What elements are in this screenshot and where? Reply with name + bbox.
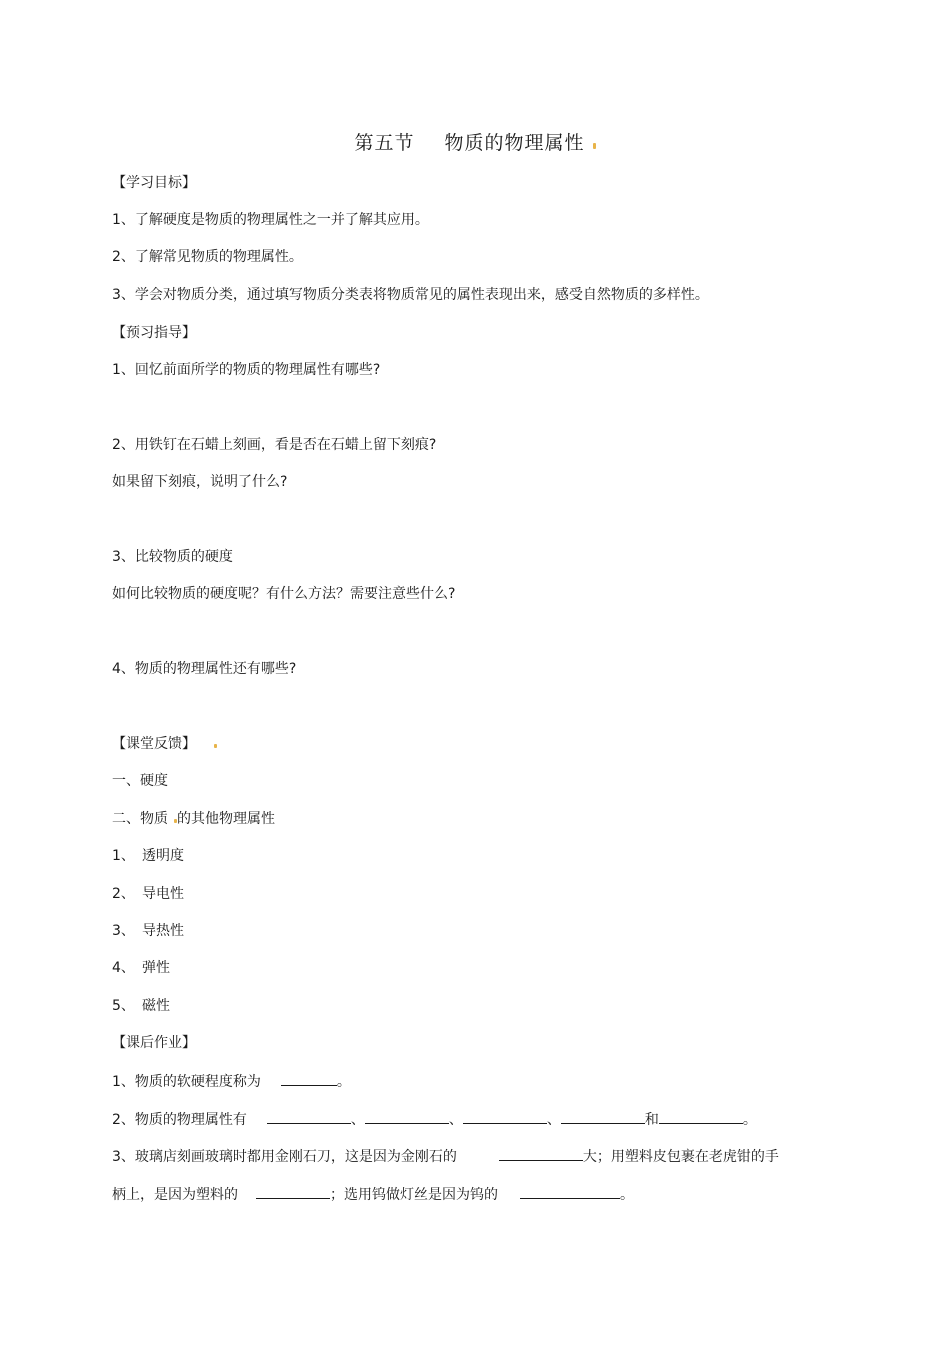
preview-question-2: 2、用铁钉在石蜡上刻画，看是否在石蜡上留下刻痕? — [112, 437, 437, 453]
property-item — [112, 958, 170, 978]
page-title — [0, 128, 950, 155]
title-topic: 物质的物理属性 — [444, 132, 585, 154]
property-name: 透明度 — [142, 848, 184, 864]
property-item — [112, 996, 170, 1016]
answer-blank[interactable] — [267, 1109, 351, 1124]
homework-q1-end: 。 — [336, 1074, 351, 1090]
stray-mark — [214, 744, 217, 748]
answer-blank[interactable] — [365, 1109, 449, 1124]
homework-question-3 — [112, 1146, 779, 1167]
homework-q2-end: 。 — [742, 1112, 757, 1128]
homework-q3-text-d: ；选用钨做灯丝是因为钨的 — [330, 1187, 498, 1203]
separator: 、 — [350, 1112, 365, 1128]
property-item — [112, 846, 184, 866]
preview-question-2-followup: 如果留下刻痕，说明了什么? — [112, 474, 288, 490]
stray-mark — [593, 143, 596, 149]
property-name: 弹性 — [142, 960, 170, 976]
classroom-heading — [112, 734, 217, 754]
property-item — [112, 921, 184, 941]
answer-blank[interactable] — [463, 1109, 547, 1124]
answer-blank[interactable] — [256, 1184, 330, 1199]
homework-q3-end: 。 — [620, 1187, 634, 1203]
title-section: 第五节 — [354, 132, 415, 154]
separator: 、 — [448, 1112, 463, 1128]
preview-question-1: 1、回忆前面所学的物质的物理属性有哪些? — [112, 362, 381, 378]
objectives-heading: 【学习目标】 — [112, 175, 196, 191]
homework-q2-text: 2、物质的物理属性有 — [112, 1112, 247, 1128]
answer-blank[interactable] — [659, 1109, 743, 1124]
answer-blank[interactable] — [520, 1184, 620, 1199]
homework-q1-text: 1、物质的软硬程度称为 — [112, 1074, 261, 1090]
homework-heading: 【课后作业】 — [112, 1035, 196, 1051]
homework-q3-text-b: 大；用塑料皮包裹在老虎钳的手 — [582, 1149, 779, 1165]
section-other-properties-b: 的其他物理属性 — [177, 811, 275, 827]
property-name: 导电性 — [142, 886, 184, 902]
section-other-properties — [112, 809, 275, 829]
homework-q3-text-c: 柄上，是因为塑料的 — [112, 1187, 238, 1203]
preview-question-3-followup: 如何比较物质的硬度呢？有什么方法？需要注意些什么? — [112, 586, 456, 602]
section-other-properties-a: 二、物质 — [112, 811, 168, 827]
property-number: 5、 — [112, 998, 135, 1014]
homework-q3-text-a: 3、玻璃店刻画玻璃时都用金刚石刀，这是因为金刚石的 — [112, 1149, 457, 1165]
answer-blank[interactable] — [281, 1071, 337, 1086]
property-number: 2、 — [112, 886, 135, 902]
property-name: 磁性 — [142, 998, 170, 1014]
answer-blank[interactable] — [499, 1146, 583, 1161]
property-number: 4、 — [112, 960, 135, 976]
objective-item: 3、学会对物质分类，通过填写物质分类表将物质常见的属性表现出来，感受自然物质的多样性。 — [112, 287, 709, 303]
property-item — [112, 884, 184, 904]
objective-item: 1、了解硬度是物质的物理属性之一并了解其应用。 — [112, 212, 429, 228]
preview-heading: 【预习指导】 — [112, 325, 196, 341]
homework-question-3-cont — [112, 1184, 634, 1205]
answer-blank[interactable] — [561, 1109, 645, 1124]
property-number: 1、 — [112, 848, 135, 864]
homework-question-1 — [112, 1071, 351, 1092]
preview-question-4: 4、物质的物理属性还有哪些? — [112, 661, 297, 677]
classroom-heading-text: 【课堂反馈】 — [112, 736, 196, 752]
section-hardness: 一、硬度 — [112, 773, 168, 789]
property-number: 3、 — [112, 923, 135, 939]
preview-question-3: 3、比较物质的硬度 — [112, 549, 233, 565]
conjunction: 和 — [644, 1112, 659, 1128]
objective-item: 2、了解常见物质的物理属性。 — [112, 249, 303, 265]
property-name: 导热性 — [142, 923, 184, 939]
separator: 、 — [546, 1112, 561, 1128]
homework-question-2 — [112, 1109, 757, 1130]
